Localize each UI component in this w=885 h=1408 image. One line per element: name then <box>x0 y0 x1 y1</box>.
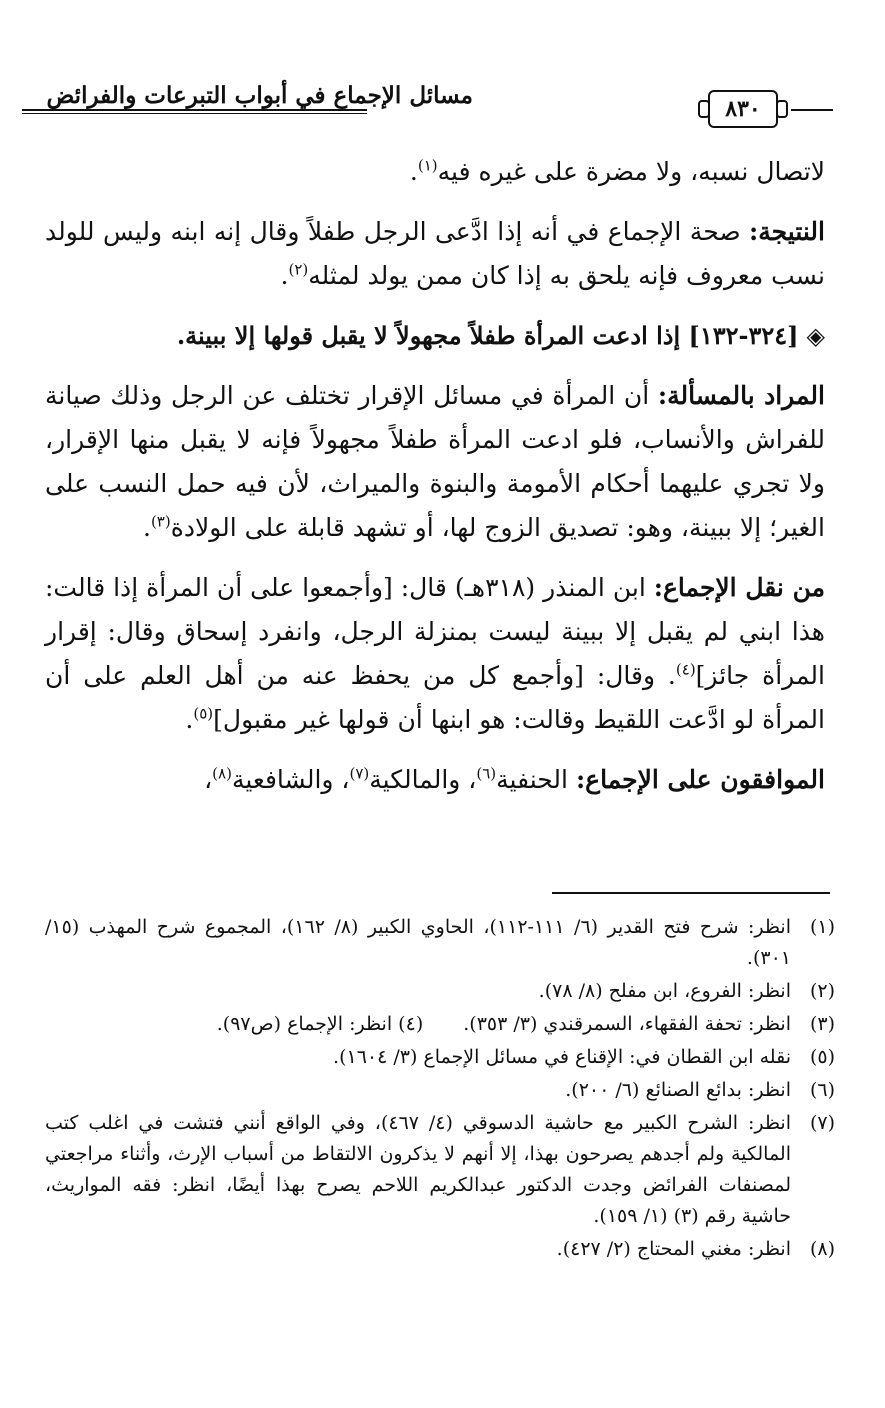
footnote-text: انظر: الشرح الكبير مع حاشية الدسوقي (٤/ ٤٦٧)، وفي الواقع أنني فتشت في اغلب كتب المالكية ولم أجدهم يصرحون بهذا، إلا أنهم لا يذكرون الالتقاط من أسباب الإرث، وأثناء مراجعتي لمصنفات الفرائض وجدت الدكتور عبدالكريم اللاحم يصرح بهذا أيضًا، انظر: فقه المواريث، حاشية رقم (٣) (١/ ١٥٩). <box>45 1112 791 1227</box>
issue-heading: ◈[٣٢٤-١٣٢] إذا ادعت المرأة طفلاً مجهولاً لا يقبل قولها إلا ببينة. <box>45 314 825 358</box>
label-meaning: المراد بالمسألة: <box>657 381 825 410</box>
footnote <box>45 1042 835 1073</box>
footnote-ref-7: (٧) <box>349 764 370 783</box>
header-rule-left <box>22 109 367 111</box>
footnote-text: انظر: مغني المحتاج (٢/ ٤٢٧). <box>556 1238 791 1260</box>
footnote-text: انظر: شرح فتح القدير (٦/ ١١١-١١٢)، الحاوي الكبير (٨/ ١٦٢)، المجموع شرح المهذب (١٥/ ٣٠١). <box>45 916 791 969</box>
footnote-number: (٥) <box>809 1046 835 1068</box>
footnote-text: نقله ابن القطان في: الإقناع في مسائل الإجماع (٣/ ١٦٠٤). <box>333 1046 791 1068</box>
footnote-number: (٢) <box>809 980 835 1002</box>
running-title: مسائل الإجماع في أبواب التبرعات والفرائض <box>46 82 473 109</box>
footnote-text: انظر: تحفة الفقهاء، السمرقندي (٣/ ٣٥٣).(٤) انظر: الإجماع (ص٩٧). <box>216 1013 791 1035</box>
footnote-number: (٣) <box>809 1013 835 1035</box>
label-result: النتيجة: <box>749 217 825 246</box>
footnote <box>45 1234 835 1265</box>
footnote-text: انظر: الفروع، ابن مفلح (٨/ ٧٨). <box>538 980 791 1002</box>
main-text <box>45 150 825 818</box>
footnote-ref-5: (٥) <box>193 704 214 723</box>
footnote <box>45 1108 835 1232</box>
header-rule-left-thin <box>22 113 367 114</box>
footnote-number: (٤) <box>398 1013 424 1035</box>
diamond-icon: ◈ <box>806 321 825 350</box>
paragraph-1: لاتصال نسبه، ولا مضرة على غيره فيه$^{(١)}$. <box>409 156 825 186</box>
footnote-ref-1: (١) <box>417 156 438 175</box>
footnote-ref-8: (٨) <box>212 764 232 783</box>
page-number-text: ٨٣٠ <box>725 96 761 122</box>
paragraph-transmitters: من نقل الإجماع: ابن المنذر (٣١٨هـ) قال: [وأجمعوا على أن المرأة إذا قالت: هذا ابني لم يقبل إلا ببينة ليست بمنزلة الرجل، وانفرد إسحاق وقال: إقرار المرأة جائز]$^{(٤)}$. وقال: [وأجمع كل من يحفظ عنه من أهل العلم على أن المرأة لو ادَّعت اللقيط وقالت: هو ابنها أن قولها غير مقبول]$^{(٥)}$. <box>45 573 825 734</box>
page-header <box>22 68 833 138</box>
footnote-ref-3: (٣) <box>150 512 171 531</box>
footnotes <box>45 912 835 1267</box>
footnote <box>45 912 835 974</box>
footnote-separator <box>552 892 830 894</box>
footnote-number: (٦) <box>809 1079 835 1101</box>
paragraph-meaning: المراد بالمسألة: أن المرأة في مسائل الإقرار تختلف عن الرجل وذلك صيانة للفراش والأنساب، فلو ادعت المرأة طفلاً مجهولاً فإنه لا يقبل منها الإقرار، ولا تجري عليهما أحكام الأمومة والبنوة والميراث، لأن فيه حمل النسب على الغير؛ إلا ببينة، وهو: تصديق الزوج لها، أو تشهد قابلة على الولادة$^{(٣)}$. <box>45 381 825 542</box>
page-number <box>708 90 778 128</box>
footnote-number: (٨) <box>809 1238 835 1260</box>
paragraph-agreeing: الموافقون على الإجماع: الحنفية$^{(٦)}$، والمالكية$^{(٧)}$، والشافعية$^{(٨)}$، <box>204 764 825 794</box>
footnote-text: انظر: بدائع الصنائع (٦/ ٢٠٠). <box>565 1079 791 1101</box>
footnote-number: (٧) <box>809 1112 835 1134</box>
footnote-ref-2: (٢) <box>288 260 309 279</box>
label-transmitters: من نقل الإجماع: <box>653 573 825 602</box>
footnote <box>45 1075 835 1106</box>
footnote-ref-6: (٦) <box>476 764 497 783</box>
paragraph-result: النتيجة: صحة الإجماع في أنه إذا ادَّعى الرجل طفلاً وقال إنه ابنه وليس للولد نسب معروف فإنه يلحق به إذا كان ممن يولد لمثله$^{(٢)}$. <box>45 217 825 290</box>
footnote <box>45 976 835 1007</box>
footnote-ref-4: (٤) <box>675 660 696 679</box>
label-agreeing: الموافقون على الإجماع: <box>575 765 825 794</box>
footnote-number: (١) <box>809 916 835 938</box>
footnote <box>45 1009 835 1040</box>
header-rule-right <box>791 109 833 111</box>
